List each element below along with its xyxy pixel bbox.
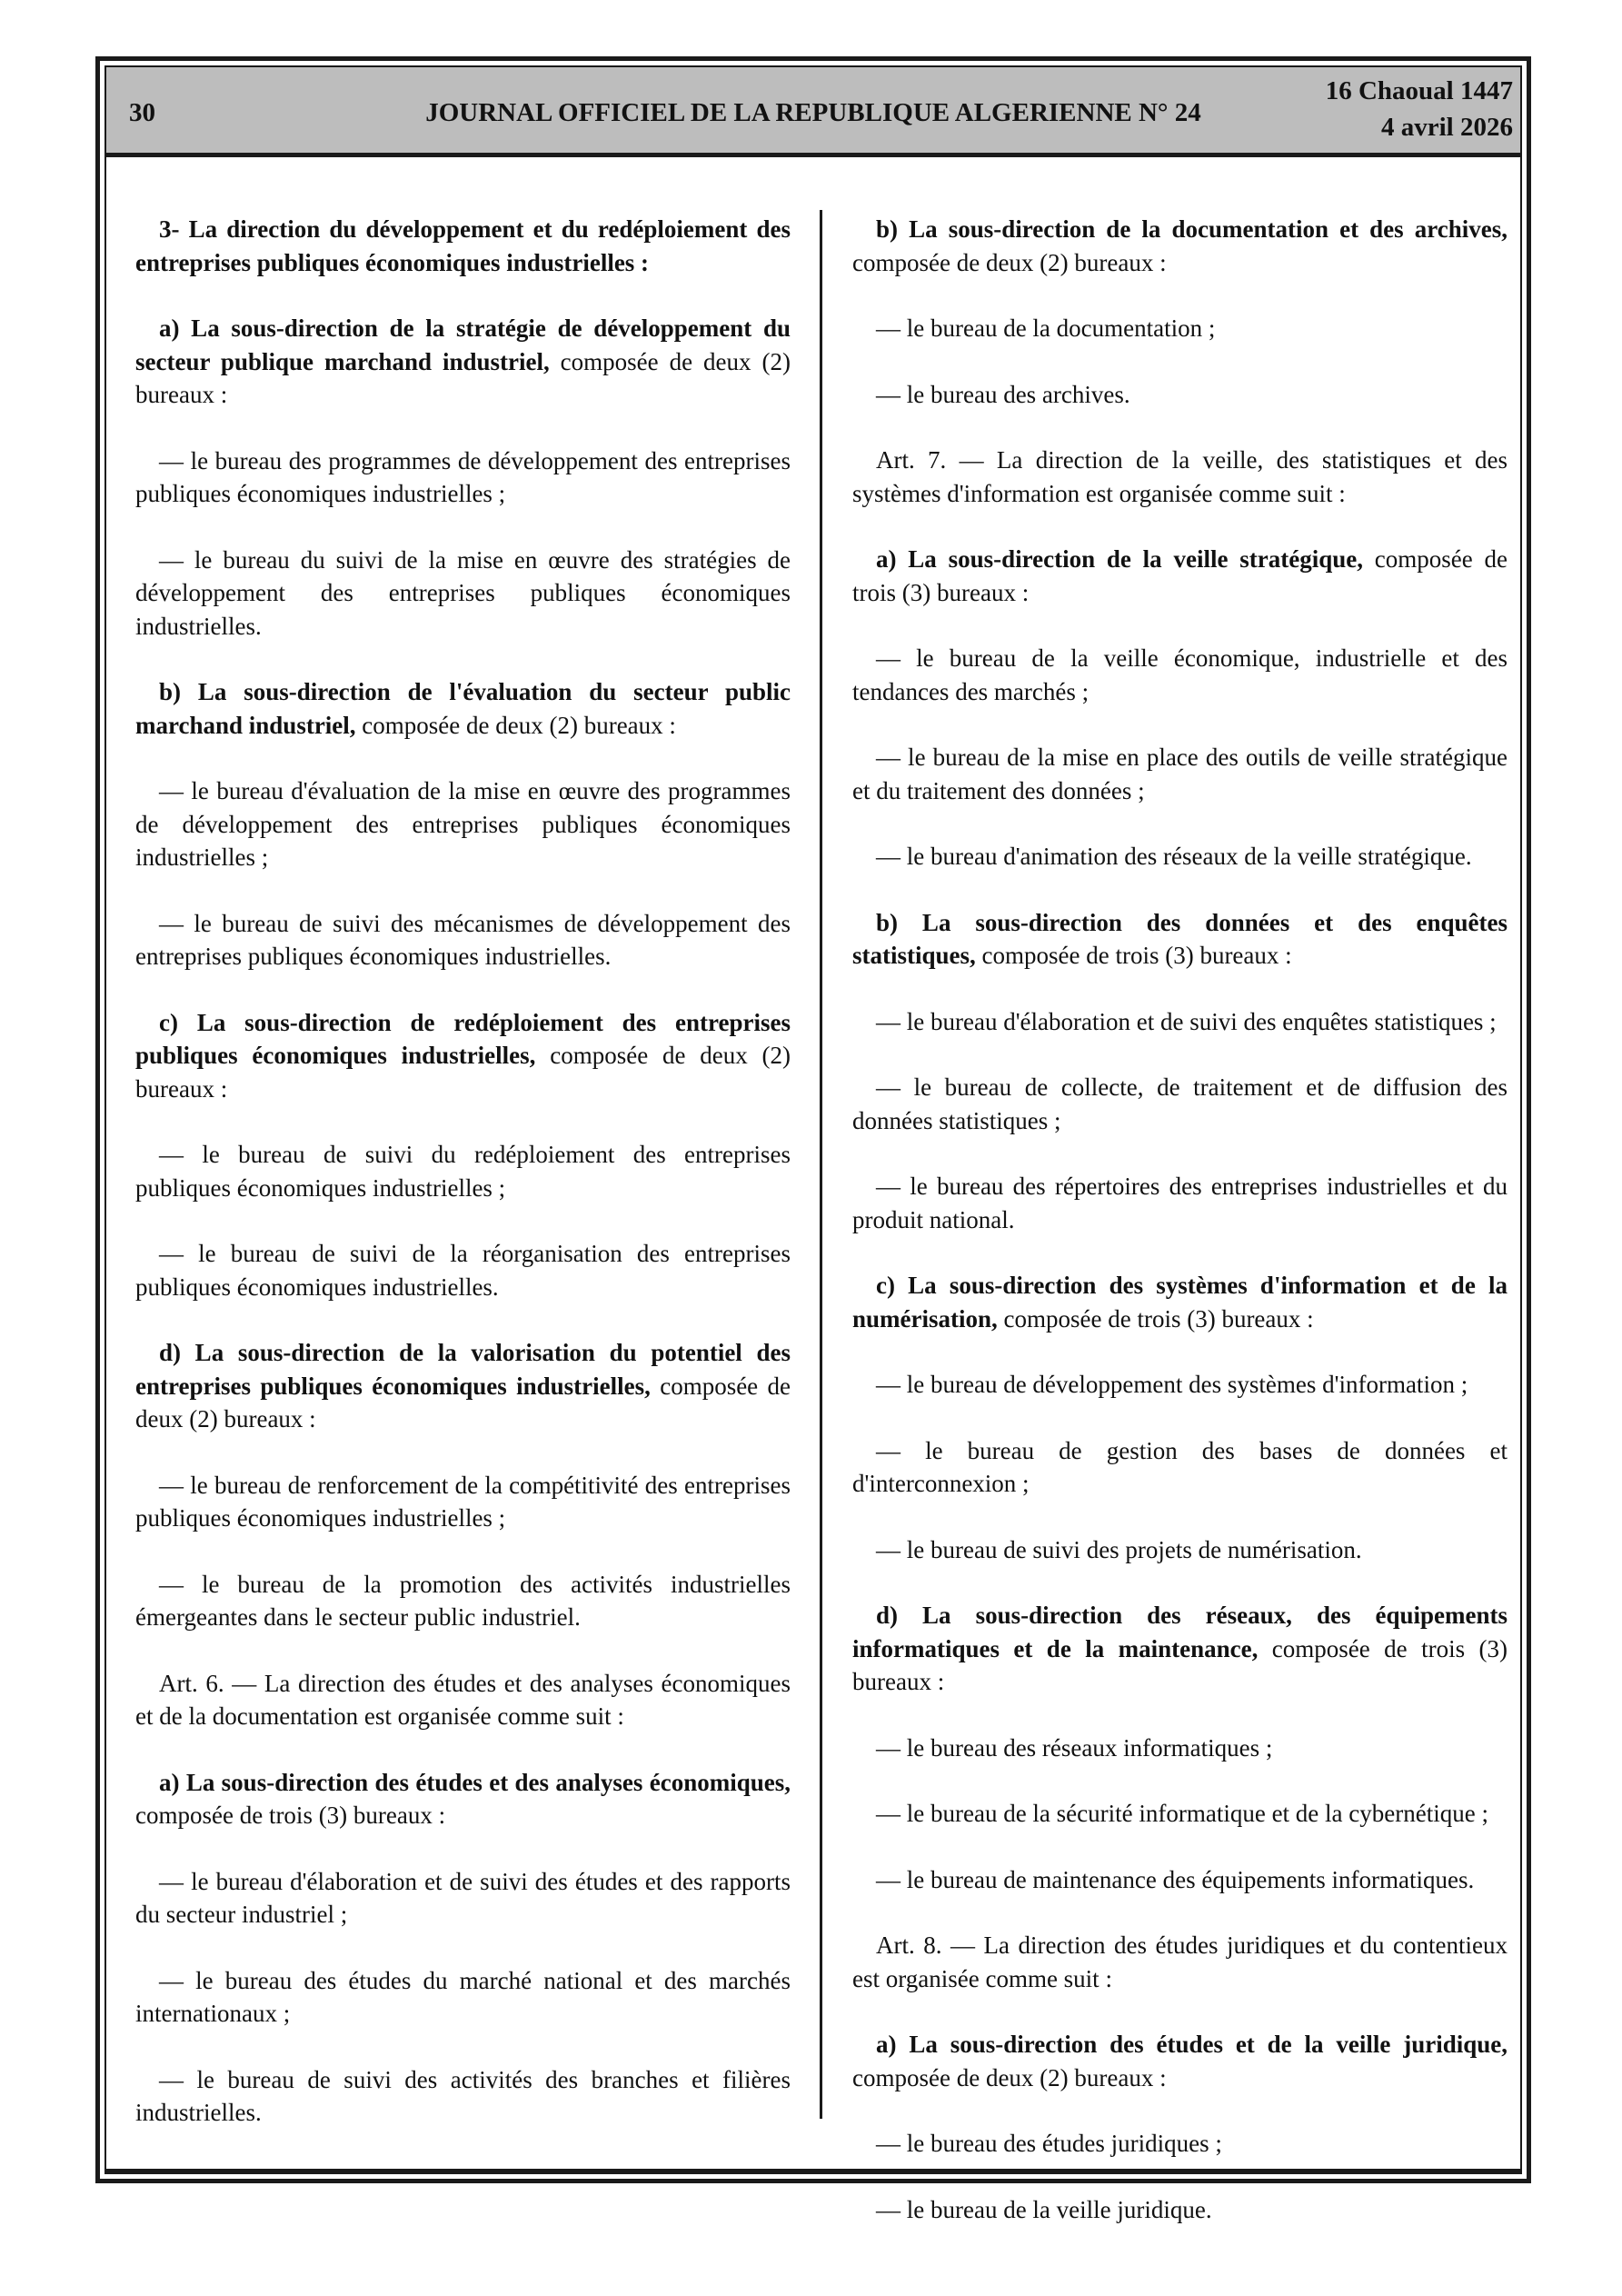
paragraph-text: — le bureau de suivi des mécanismes de développement des entreprises publiques économiques industrielles. — [135, 909, 791, 970]
paragraph-text: — le bureau des études juridiques ; — [876, 2130, 1222, 2157]
paragraph — [135, 1865, 791, 1932]
paragraph — [135, 1237, 791, 1303]
paragraph-text: composée de deux (2) bureaux : — [852, 2063, 1167, 2091]
paragraph-text: — le bureau de développement des systèmes d'information ; — [876, 1371, 1468, 1398]
paragraph-text: composée de trois (3) bureaux : — [852, 545, 1508, 606]
paragraph — [852, 1368, 1508, 1402]
paragraph-text: — le bureau des réseaux informatiques ; — [876, 1733, 1273, 1762]
paragraph — [135, 1138, 791, 1204]
paragraph — [135, 213, 791, 279]
paragraph — [135, 444, 791, 511]
paragraph — [135, 1964, 791, 2031]
journal-header — [106, 67, 1520, 157]
paragraph-text: composée de deux (2) bureaux : — [852, 248, 1167, 276]
paragraph-text: composée de deux (2) bureaux : — [135, 347, 791, 408]
paragraph — [852, 741, 1508, 807]
paragraph-text: composée de deux (2) bureaux : — [355, 711, 676, 739]
paragraph — [852, 1434, 1508, 1501]
paragraph — [852, 1533, 1508, 1567]
paragraph-heading: b) La sous-direction de l'évaluation du secteur public marchand industriel, — [135, 678, 791, 739]
paragraph — [852, 378, 1508, 412]
paragraph-heading: c) La sous-direction de redéploiement des entreprises publiques économiques industrielles, — [135, 1008, 791, 1069]
paragraph-text: Art. 6. — La direction des études et des analyses économiques et de la documentation est organisée comme suit : — [135, 1669, 791, 1730]
paragraph — [852, 642, 1508, 708]
paragraph — [852, 906, 1508, 973]
paragraph — [135, 544, 791, 644]
paragraph-text: — le bureau de suivi de la réorganisation des entreprises publiques économiques industrielles. — [135, 1240, 791, 1301]
paragraph-text: — le bureau de la mise en place des outils de veille stratégique et du traitement des données ; — [852, 744, 1508, 804]
paragraph-text: — le bureau d'évaluation de la mise en œuvre des programmes de développement des entreprises publiques économiques industrielles ; — [135, 777, 791, 871]
paragraph — [852, 1170, 1508, 1236]
paragraph — [135, 1568, 791, 1634]
paragraph — [852, 543, 1508, 609]
paragraph — [135, 907, 791, 973]
page-inner-frame — [104, 65, 1522, 2223]
paragraph-text: — le bureau de la promotion des activités industrielles émergeantes dans le secteur public industriel. — [135, 1570, 791, 1631]
paragraph — [852, 2028, 1508, 2094]
paragraph — [852, 1071, 1508, 1137]
journal-title: JOURNAL OFFICIEL DE LA REPUBLIQUE ALGERIENNE N° 24 — [425, 98, 1201, 127]
paragraph — [135, 2063, 791, 2130]
paragraph-heading: b) La sous-direction de la documentation et des archives, — [876, 215, 1508, 243]
paragraph — [852, 1732, 1508, 1765]
paragraph-text: — le bureau des programmes de développement des entreprises publiques économiques industrielles ; — [135, 446, 791, 507]
paragraph — [135, 774, 791, 874]
paragraph-text: composée de trois (3) bureaux : — [852, 1634, 1508, 1695]
column-divider — [820, 210, 822, 2119]
paragraph-text: composée de trois (3) bureaux : — [135, 1802, 446, 1829]
paragraph — [852, 1797, 1508, 1831]
date-gregorian: 4 avril 2026 — [1381, 113, 1513, 142]
paragraph-text: — le bureau des études du marché national et des marchés internationaux ; — [135, 1966, 791, 2027]
paragraph-text: — le bureau de suivi des projets de numérisation. — [876, 1535, 1362, 1563]
paragraph — [135, 1469, 791, 1535]
paragraph-text: — le bureau de collecte, de traitement et de diffusion des données statistiques ; — [852, 1073, 1508, 1134]
paragraph — [852, 1005, 1508, 1039]
paragraph-text: composée de trois (3) bureaux : — [997, 1304, 1314, 1333]
paragraph-text: — le bureau de renforcement de la compétitivité des entreprises publiques économiques industrielles ; — [135, 1471, 791, 1532]
paragraph — [852, 1599, 1508, 1699]
paragraph — [852, 444, 1508, 510]
paragraph — [852, 213, 1508, 279]
paragraph — [852, 2127, 1508, 2161]
page-frame — [95, 56, 1531, 2223]
date-hijri: 16 Chaoual 1447 — [1325, 76, 1513, 105]
paragraph — [135, 312, 791, 412]
paragraph-text: — le bureau de la documentation ; — [876, 314, 1216, 342]
paragraph-text: composée de trois (3) bureaux : — [975, 942, 1292, 969]
paragraph — [852, 1269, 1508, 1335]
page-number: 30 — [129, 98, 155, 127]
paragraph-text: — le bureau de maintenance des équipements informatiques. — [876, 1865, 1475, 1893]
paragraph-text: — le bureau d'élaboration et de suivi des enquêtes statistiques ; — [876, 1007, 1497, 1035]
paragraph-text: — le bureau d'animation des réseaux de la veille stratégique. — [876, 843, 1472, 870]
paragraph — [135, 675, 791, 742]
paragraph-text: composée de deux (2) bureaux : — [135, 1042, 791, 1103]
paragraph — [135, 1766, 791, 1832]
paragraph-heading: c) La sous-direction des systèmes d'information et de la numérisation, — [852, 1272, 1508, 1333]
paragraph-heading: b) La sous-direction des données et des enquêtes statistiques, — [852, 908, 1508, 969]
paragraph-heading: d) La sous-direction des réseaux, des équipements informatiques et de la maintenance, — [852, 1602, 1508, 1662]
paragraph-heading: a) La sous-direction de la stratégie de développement du secteur publique marchand industriel, — [135, 314, 791, 375]
paragraph — [135, 1336, 791, 1436]
paragraph-heading: a) La sous-direction des études et des analyses économiques, — [159, 1768, 791, 1796]
paragraph — [852, 312, 1508, 345]
paragraph-text: Art. 7. — La direction de la veille, des statistiques et des systèmes d'information est organisée comme suit : — [852, 446, 1508, 507]
paragraph-heading: d) La sous-direction de la valorisation du potentiel des entreprises publiques économiques industrielles, — [135, 1339, 791, 1400]
paragraph-text: — le bureau de suivi du redéploiement des entreprises publiques économiques industrielles ; — [135, 1141, 791, 1202]
paragraph — [852, 840, 1508, 873]
paragraph-heading: a) La sous-direction de la veille stratégique, — [876, 545, 1363, 573]
paragraph-text: — le bureau de la sécurité informatique et de la cybernétique ; — [876, 1800, 1488, 1827]
paragraph-text: — le bureau de la veille juridique. — [876, 2195, 1212, 2223]
paragraph-heading: a) La sous-direction des études et de la veille juridique, — [876, 2031, 1508, 2058]
left-column — [135, 213, 791, 2162]
issue-date — [1326, 73, 1513, 145]
paragraph-heading: 3- La direction du développement et du redéploiement des entreprises publiques économiques industrielles : — [135, 215, 791, 276]
paragraph — [852, 1929, 1508, 1995]
paragraph — [852, 1863, 1508, 1897]
paragraph — [135, 1667, 791, 1733]
paragraph-text: — le bureau des répertoires des entreprises industrielles et du produit national. — [852, 1173, 1508, 1233]
paragraph-text: — le bureau d'élaboration et de suivi des études et des rapports du secteur industriel ; — [135, 1867, 791, 1928]
right-column — [852, 213, 1508, 2259]
paragraph — [135, 1006, 791, 1106]
paragraph — [852, 2193, 1508, 2227]
paragraph-text: composée de deux (2) bureaux : — [135, 1372, 791, 1433]
paragraph-text: — le bureau du suivi de la mise en œuvre des stratégies de développement des entreprises publiques économiques industrielles. — [135, 545, 791, 640]
paragraph-text: — le bureau de suivi des activités des branches et filières industrielles. — [135, 2065, 791, 2126]
paragraph-text: — le bureau de gestion des bases de données et d'interconnexion ; — [852, 1436, 1508, 1497]
paragraph-text: — le bureau des archives. — [876, 380, 1130, 408]
paragraph-text: Art. 8. — La direction des études juridiques et du contentieux est organisée comme suit : — [852, 1932, 1508, 1992]
paragraph-text: — le bureau de la veille économique, industrielle et des tendances des marchés ; — [852, 644, 1508, 705]
